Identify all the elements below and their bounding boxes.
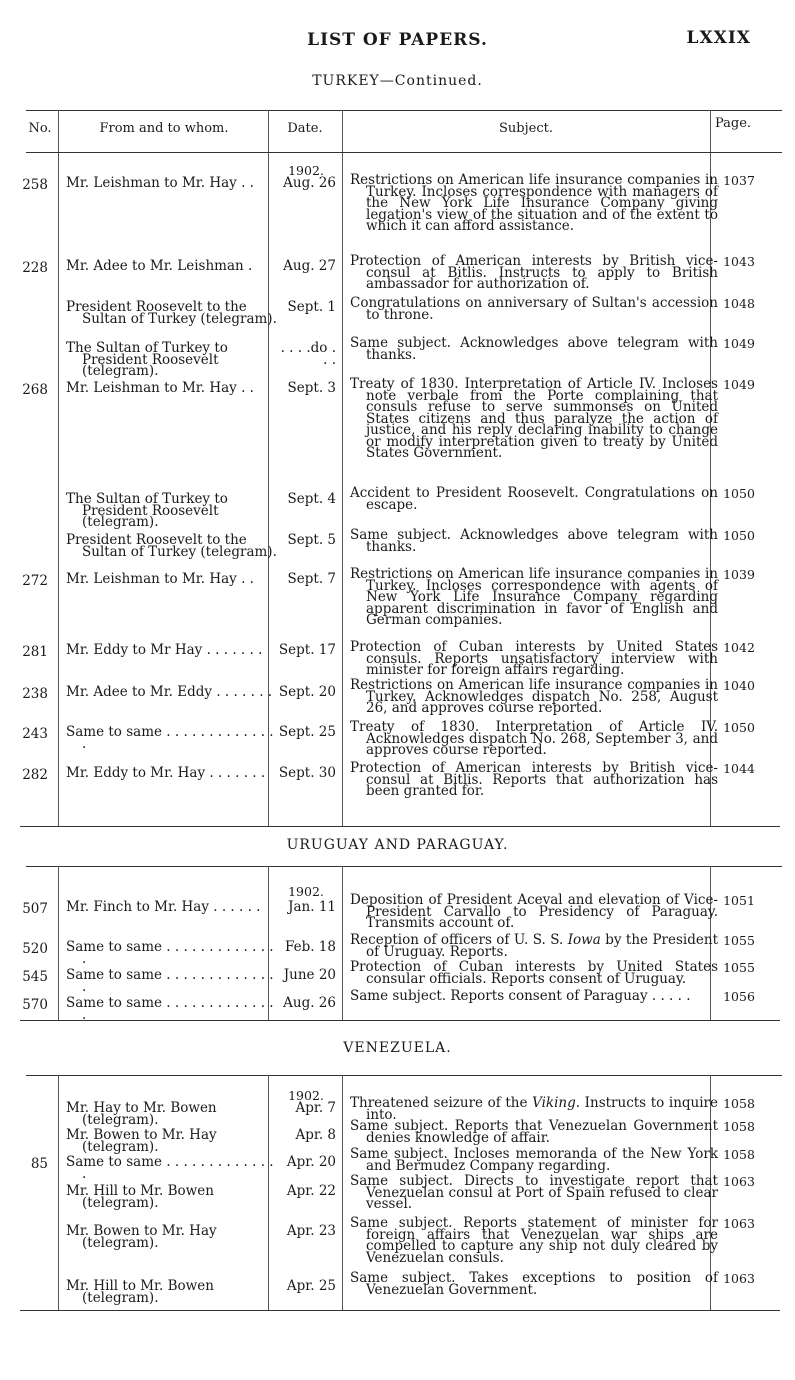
section-title: URUGUAY AND PARAGUAY. <box>286 837 509 853</box>
row-page-number: 1063 <box>723 1271 755 1286</box>
row-subject: Same subject. Reports statement of minister for foreign affairs that Venezuelan war ships are compelled to capture any ship not duly cleared by Venezuelan consuls. <box>350 1215 718 1266</box>
year-label: 1902. <box>288 884 324 899</box>
row-number: 507 <box>22 901 48 917</box>
page-number-roman: LXXIX <box>686 28 751 48</box>
row-date: Jan. 11 <box>288 899 336 915</box>
row-date: Sept. 30 <box>278 765 336 781</box>
row-page-number: 1050 <box>723 720 755 735</box>
row-correspondents: Mr. Leishman to Mr. Hay . . <box>66 571 254 587</box>
row-subject: Restrictions on American life insurance companies in Turkey. Acknowledges dispatch No. 258, August 26, and approves course reported. <box>350 677 718 716</box>
row-correspondents: Same to same . . . . . . . . . . . . . . <box>66 967 274 995</box>
row-subject: Protection of American interests by British vice-consul at Bitlis. Instructs to apply to British ambassador for authorization of. <box>350 253 718 292</box>
page-header-title: LIST OF PAPERS. <box>307 30 488 50</box>
row-number: 570 <box>22 997 48 1013</box>
header-bottom-rule <box>26 152 782 153</box>
row-subject: Threatened seizure of the Viking. Instructs to inquire into. <box>350 1095 718 1123</box>
row-subject: Same subject. Reports consent of Paraguay . . . . . <box>350 988 691 1004</box>
row-date: Apr. 20 <box>286 1154 336 1170</box>
row-number: 85 <box>30 1156 48 1172</box>
row-correspondents: Mr. Finch to Mr. Hay . . . . . . <box>66 899 261 915</box>
row-subject: Congratulations on anniversary of Sultan's accession to throne. <box>350 295 718 323</box>
row-date: Apr. 25 <box>286 1278 336 1294</box>
column-header-no: No. <box>28 121 52 136</box>
row-correspondents: President Roosevelt to the Sultan of Turkey (telegram). <box>66 532 277 560</box>
section-top-rule <box>26 866 782 867</box>
row-number: 258 <box>22 177 48 193</box>
row-number: 281 <box>22 644 48 660</box>
row-correspondents: Same to same . . . . . . . . . . . . . . <box>66 995 274 1023</box>
row-correspondents: Mr. Hill to Mr. Bowen (telegram). <box>66 1278 214 1306</box>
row-date: Apr. 8 <box>295 1127 336 1143</box>
row-correspondents: The Sultan of Turkey to President Roosevelt (telegram). <box>66 340 228 379</box>
row-subject: Same subject. Acknowledges above telegram with thanks. <box>350 527 718 555</box>
row-correspondents: Mr. Leishman to Mr. Hay . . <box>66 380 254 396</box>
row-correspondents: Same to same . . . . . . . . . . . . . . <box>66 1154 274 1182</box>
column-divider <box>58 866 59 1020</box>
row-correspondents: Mr. Leishman to Mr. Hay . . <box>66 175 254 191</box>
row-date: Apr. 7 <box>295 1100 336 1116</box>
row-number: 243 <box>22 726 48 742</box>
row-date: Sept. 20 <box>278 684 336 700</box>
row-page-number: 1042 <box>723 640 755 655</box>
section-top-rule <box>26 110 782 111</box>
row-subject: Deposition of President Aceval and elevation of Vice-President Carvallo to Presidency of Paraguay. Transmits account of. <box>350 892 718 931</box>
row-date: Aug. 26 <box>283 175 336 191</box>
row-number: 520 <box>22 941 48 957</box>
row-date: Feb. 18 <box>284 939 336 955</box>
section-title: VENEZUELA. <box>343 1040 452 1056</box>
ship-name: Iowa <box>567 932 601 948</box>
row-number: 268 <box>22 382 48 398</box>
section-top-rule <box>26 1075 782 1076</box>
column-header-from: From and to whom. <box>99 121 229 136</box>
row-page-number: 1044 <box>723 761 755 776</box>
row-subject: Treaty of 1830. Interpretation of Article IV. Incloses note verbale from the Porte complaining that consuls refuse to serve summonses on United States citizens and thus paralyze the action of justice, and his reply declaring inability to change or modify interpretation given to treaty by United States Government. <box>350 376 718 461</box>
row-correspondents: Same to same . . . . . . . . . . . . . . <box>66 939 274 967</box>
row-correspondents: Mr. Hill to Mr. Bowen (telegram). <box>66 1183 214 1211</box>
row-date: Apr. 23 <box>286 1223 336 1239</box>
row-subject: Restrictions on American life insurance companies in Turkey. Incloses correspondence with agents of New York Life Insurance Company regarding apparent discrimination in favor of English and German companies. <box>350 566 718 628</box>
row-subject: Restrictions on American life insurance companies in Turkey. Incloses correspondence with managers of the New York Life Insurance Company giving legation's view of the situation and of the extent to which it can afford assistance. <box>350 172 718 234</box>
row-page-number: 1048 <box>723 296 755 311</box>
row-page-number: 1050 <box>723 486 755 501</box>
row-correspondents: President Roosevelt to the Sultan of Turkey (telegram). <box>66 299 277 327</box>
row-correspondents: Mr. Eddy to Mr Hay . . . . . . . <box>66 642 263 658</box>
row-subject: Same subject. Incloses memoranda of the New York and Bermudez Company regarding. <box>350 1146 718 1174</box>
row-subject: Protection of Cuban interests by United States consular officials. Reports consent of Uruguay. <box>350 959 718 987</box>
row-correspondents: Mr. Bowen to Mr. Hay (telegram). <box>66 1127 217 1155</box>
section-title: TURKEY—Continued. <box>312 73 483 89</box>
column-divider <box>268 110 269 826</box>
row-correspondents: Mr. Adee to Mr. Leishman . <box>66 258 253 274</box>
row-page-number: 1039 <box>723 567 755 582</box>
column-divider <box>58 1075 59 1310</box>
column-divider <box>342 866 343 1020</box>
section-bottom-rule <box>20 1310 780 1311</box>
row-date: Sept. 7 <box>287 571 336 587</box>
row-date: . . . .do . . . <box>280 340 336 368</box>
column-header-date: Date. <box>287 121 323 136</box>
row-date: Sept. 5 <box>287 532 336 548</box>
row-page-number: 1050 <box>723 528 755 543</box>
year-label: 1902. <box>288 1088 324 1103</box>
column-header-subject: Subject. <box>499 121 553 136</box>
row-page-number: 1063 <box>723 1174 755 1189</box>
row-correspondents: Mr. Hay to Mr. Bowen (telegram). <box>66 1100 217 1128</box>
row-page-number: 1055 <box>723 933 755 948</box>
row-page-number: 1040 <box>723 678 755 693</box>
year-label: 1902. <box>288 163 324 178</box>
row-page-number: 1058 <box>723 1096 755 1111</box>
row-page-number: 1063 <box>723 1216 755 1231</box>
row-page-number: 1056 <box>723 989 755 1004</box>
row-page-number: 1051 <box>723 893 755 908</box>
row-correspondents: Mr. Eddy to Mr. Hay . . . . . . . <box>66 765 266 781</box>
column-divider <box>342 110 343 826</box>
row-page-number: 1049 <box>723 377 755 392</box>
row-number: 228 <box>22 260 48 276</box>
row-subject: Protection of Cuban interests by United States consuls. Reports unsatisfactory interview with minister for foreign affairs regarding. <box>350 639 718 678</box>
row-correspondents: Mr. Adee to Mr. Eddy . . . . . . . <box>66 684 273 700</box>
row-subject: Same subject. Directs to investigate report that Venezuelan consul at Port of Spain refused to clear vessel. <box>350 1173 718 1212</box>
row-subject: Accident to President Roosevelt. Congratulations on escape. <box>350 485 718 513</box>
row-date: Aug. 27 <box>283 258 336 274</box>
row-date: Aug. 26 <box>283 995 336 1011</box>
row-number: 545 <box>22 969 48 985</box>
ship-name: Viking <box>532 1095 576 1111</box>
row-correspondents: Same to same . . . . . . . . . . . . . . <box>66 724 274 752</box>
row-page-number: 1055 <box>723 960 755 975</box>
row-number: 282 <box>22 767 48 783</box>
column-header-page: Page. <box>714 116 752 131</box>
row-subject: Same subject. Reports that Venezuelan Government denies knowledge of affair. <box>350 1118 718 1146</box>
row-page-number: 1058 <box>723 1147 755 1162</box>
row-date: June 20 <box>283 967 336 983</box>
row-page-number: 1043 <box>723 254 755 269</box>
row-correspondents: Mr. Bowen to Mr. Hay (telegram). <box>66 1223 217 1251</box>
row-date: Sept. 25 <box>278 724 336 740</box>
row-date: Sept. 17 <box>278 642 336 658</box>
row-subject: Same subject. Acknowledges above telegram with thanks. <box>350 335 718 363</box>
row-subject: Protection of American interests by British vice-consul at Bitlis. Reports that authorization has been granted for. <box>350 760 718 799</box>
column-divider <box>58 110 59 826</box>
row-date: Sept. 4 <box>287 491 336 507</box>
column-divider <box>342 1075 343 1310</box>
section-bottom-rule <box>20 826 780 827</box>
row-subject: Reception of officers of U. S. S. Iowa by the President of Uruguay. Reports. <box>350 932 718 960</box>
row-number: 272 <box>22 573 48 589</box>
row-correspondents: The Sultan of Turkey to President Roosevelt (telegram). <box>66 491 228 530</box>
row-page-number: 1037 <box>723 173 755 188</box>
row-date: Sept. 1 <box>287 299 336 315</box>
row-page-number: 1049 <box>723 336 755 351</box>
row-date: Sept. 3 <box>287 380 336 396</box>
row-subject: Same subject. Takes exceptions to position of Venezuelan Government. <box>350 1270 718 1298</box>
row-subject: Treaty of 1830. Interpretation of Article IV. Acknowledges dispatch No. 268, September 3, and approves course reported. <box>350 719 718 758</box>
row-number: 238 <box>22 686 48 702</box>
row-page-number: 1058 <box>723 1119 755 1134</box>
row-date: Apr. 22 <box>286 1183 336 1199</box>
